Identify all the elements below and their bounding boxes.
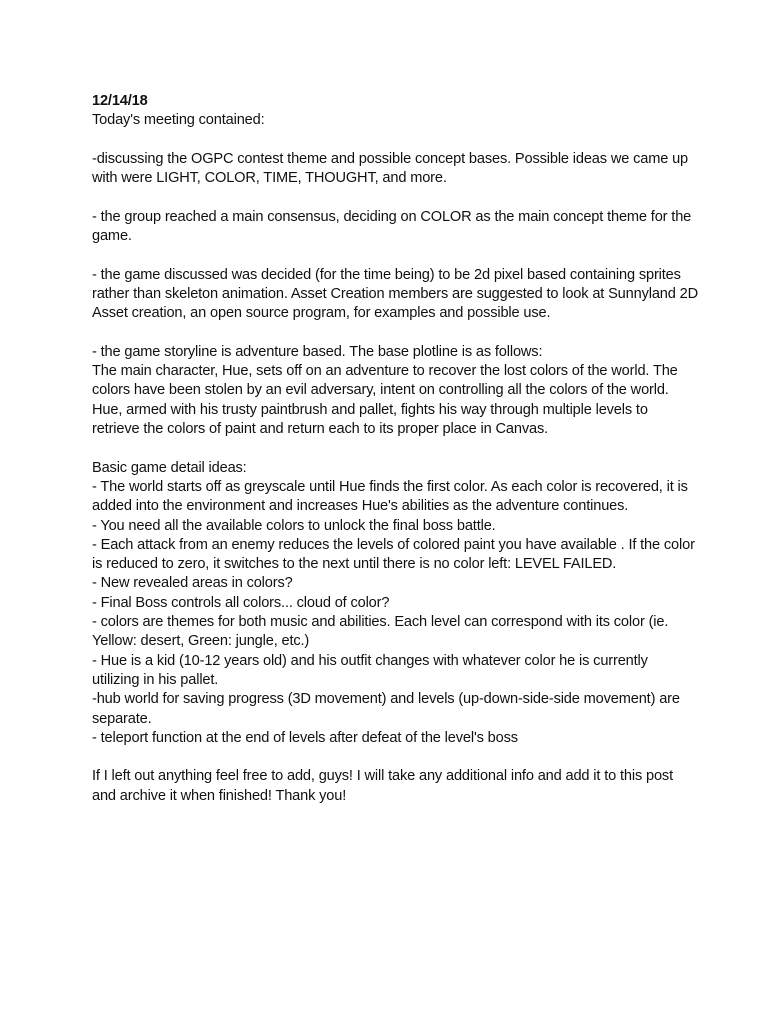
intro-text: Today's meeting contained: bbox=[92, 112, 265, 129]
text-line: - the game storyline is adventure based. The base plotline is as follows: bbox=[92, 343, 543, 360]
text-line: -discussing the OGPC contest theme and possible concept bases. Possible ideas we came up bbox=[92, 150, 689, 167]
text-line: game. bbox=[92, 228, 132, 245]
spacer bbox=[92, 188, 692, 207]
spacer bbox=[92, 246, 692, 265]
text-line: If I left out anything feel free to add, guys! I will take any additional info and add it to this post bbox=[92, 768, 673, 785]
paragraph-art-style bbox=[92, 266, 698, 324]
list-item: - colors are themes for both music and abilities. Each level can correspond with its color (ie. bbox=[92, 614, 669, 631]
paragraph-game-details bbox=[92, 459, 695, 748]
text-line: - the game discussed was decided (for the time being) to be 2d pixel based containing sprites bbox=[92, 266, 681, 283]
text-line: - the group reached a main consensus, deciding on COLOR as the main concept theme for the bbox=[92, 208, 692, 225]
spacer bbox=[92, 748, 692, 767]
list-item: is reduced to zero, it switches to the next until there is no color left: LEVEL FAILED. bbox=[92, 556, 617, 573]
list-item: - New revealed areas in colors? bbox=[92, 575, 293, 592]
list-item: - You need all the available colors to unlock the final boss battle. bbox=[92, 517, 496, 534]
list-item: separate. bbox=[92, 710, 152, 727]
list-item: added into the environment and increases Hue's abilities as the adventure continues. bbox=[92, 498, 629, 515]
section-heading: Basic game detail ideas: bbox=[92, 459, 247, 476]
text-line: Asset creation, an open source program, for examples and possible use. bbox=[92, 305, 551, 322]
text-line: Hue, armed with his trusty paintbrush and pallet, fights his way through multiple levels to bbox=[92, 401, 648, 418]
paragraph-concept-ideas bbox=[92, 150, 692, 189]
list-item: utilizing in his pallet. bbox=[92, 671, 219, 688]
list-item: - teleport function at the end of levels after defeat of the level's boss bbox=[92, 729, 518, 746]
paragraph-closing bbox=[92, 767, 692, 806]
spacer bbox=[92, 131, 692, 150]
text-line: with were LIGHT, COLOR, TIME, THOUGHT, and more. bbox=[92, 170, 447, 187]
list-item: - Final Boss controls all colors... cloud of color? bbox=[92, 594, 390, 611]
paragraph-storyline bbox=[92, 343, 692, 439]
list-item: - The world starts off as greyscale until Hue finds the first color. As each color is recovered, it is bbox=[92, 478, 688, 495]
paragraph-consensus bbox=[92, 208, 692, 247]
spacer bbox=[92, 324, 692, 343]
text-line: retrieve the colors of paint and return each to its proper place in Canvas. bbox=[92, 421, 549, 438]
text-line: rather than skeleton animation. Asset Creation members are suggested to look at Sunnyland 2D bbox=[92, 285, 698, 302]
text-line: The main character, Hue, sets off on an adventure to recover the lost colors of the world. The bbox=[92, 363, 678, 380]
text-line: and archive it when finished! Thank you! bbox=[92, 787, 347, 804]
list-item: - Hue is a kid (10-12 years old) and his outfit changes with whatever color he is currently bbox=[92, 652, 648, 669]
text-line: colors have been stolen by an evil adversary, intent on controlling all the colors of the world. bbox=[92, 382, 669, 399]
list-item: Yellow: desert, Green: jungle, etc.) bbox=[92, 633, 310, 650]
list-item: - Each attack from an enemy reduces the levels of colored paint you have available . If the color bbox=[92, 536, 695, 553]
list-item: -hub world for saving progress (3D movement) and levels (up-down-side-side movement) are bbox=[92, 691, 680, 708]
date-heading: 12/14/18 bbox=[92, 93, 148, 109]
document-page bbox=[92, 92, 698, 806]
spacer bbox=[92, 439, 692, 458]
